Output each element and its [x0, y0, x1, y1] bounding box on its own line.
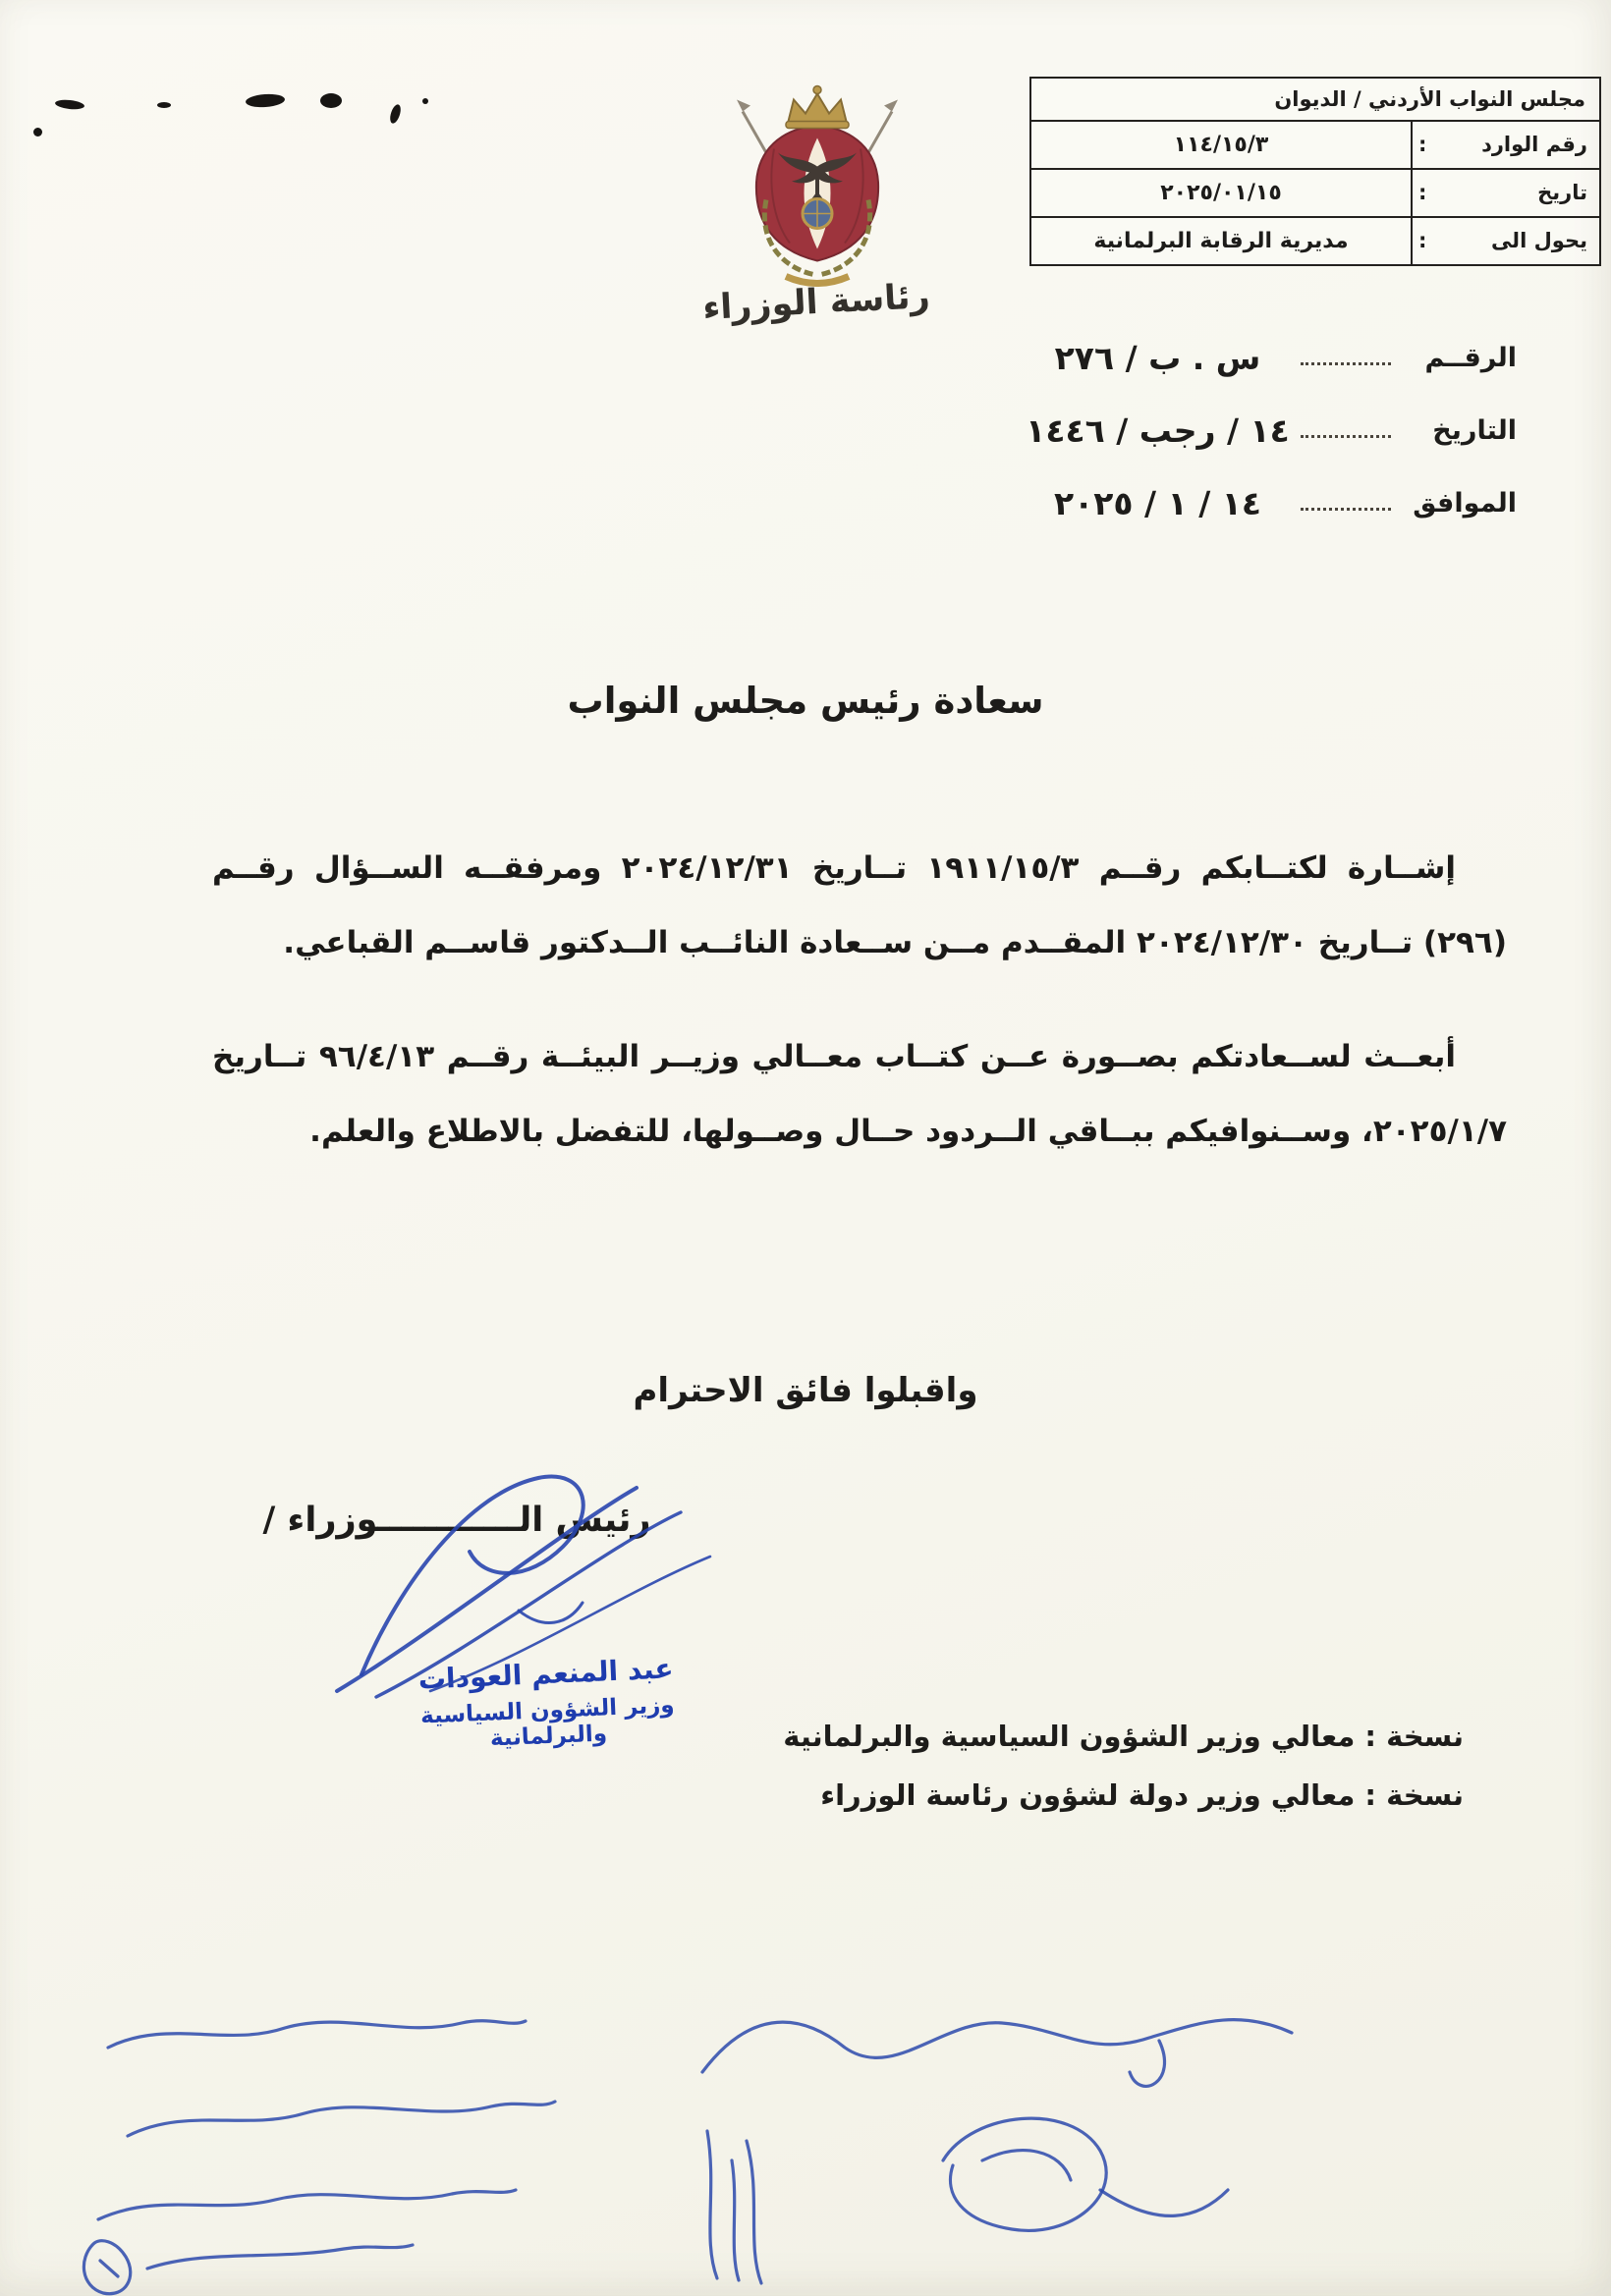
scan-artifact-mark [157, 102, 171, 108]
closing-phrase: واقبلوا فائق الاحترام [633, 1371, 978, 1410]
handwritten-annotation-center [648, 1964, 1375, 2288]
signature-title: رئيس الــــــــــــوزراء / [262, 1501, 651, 1540]
ref-row-hijri-date [1021, 399, 1517, 450]
royal-crest-emblem [729, 82, 906, 287]
stamp-label-text: يحول الى [1490, 229, 1587, 252]
stamp-value: ١١٤/١٥/٣ [1173, 133, 1269, 157]
scan-artifact-mark [33, 128, 42, 137]
dotted-leader [1301, 508, 1391, 511]
stamp-value: مديرية الرقابة البرلمانية [1093, 229, 1349, 253]
stamp-colon: : [1418, 133, 1427, 156]
scan-artifact-mark [246, 93, 286, 109]
ref-value: س . ب / ٢٧٦ [1054, 339, 1261, 377]
pm-handwritten-signature [293, 1434, 725, 1719]
salutation: سعادة رئيس مجلس النواب [567, 680, 1044, 722]
letter-body [212, 831, 1507, 1208]
stamp-label [1411, 170, 1599, 216]
reference-block [1021, 326, 1517, 544]
ref-row-gregorian-date [1021, 471, 1517, 522]
copy-note: نسخة : معالي وزير الشؤون السياسية والبرلمانية [783, 1720, 1464, 1753]
stamp-colon: : [1418, 181, 1427, 204]
scan-artifact-mark [320, 93, 342, 108]
stamp-value: ٢٠٢٥/٠١/١٥ [1160, 181, 1282, 205]
copy-note: نسخة : معالي وزير دولة لشؤون رئاسة الوزراء [820, 1778, 1464, 1812]
dotted-leader [1301, 435, 1391, 438]
ref-label: التاريخ [1432, 415, 1517, 446]
stamp-label [1411, 122, 1599, 168]
scan-artifact-mark [55, 98, 85, 110]
ref-row-number [1021, 326, 1517, 377]
dotted-leader [1301, 362, 1391, 365]
stamp-row-referred-to [1031, 218, 1599, 264]
ref-label: الموافق [1413, 488, 1517, 519]
signer-title: وزير الشؤون السياسية والبرلمانية [419, 1692, 676, 1752]
ref-value: ١٤ / رجب / ١٤٤٦ [1026, 411, 1290, 450]
scan-artifact-mark [422, 98, 428, 104]
stamp-label-text: تاريخ [1537, 181, 1587, 204]
ref-label: الرقــم [1424, 343, 1517, 373]
handwritten-annotation-left [59, 2003, 589, 2296]
stamp-row-date [1031, 170, 1599, 218]
stamp-label [1411, 218, 1599, 264]
received-stamp-box [1029, 77, 1601, 266]
copy-notes [783, 1707, 1464, 1825]
stamp-label-text: رقم الوارد [1481, 133, 1587, 156]
signer-name: عبد المنعم العودات [417, 1652, 675, 1696]
stamp-colon: : [1418, 229, 1427, 252]
paragraph-reference: إشــارة لكتــابكم رقــم ١٩١١/١٥/٣ تــاريخ ٢٠٢٤/١٢/٣١ ومرفقــه الســؤال رقــم (٢٩٦) تــاريخ ٢٠٢٤/١٢/٣٠ المقــدم مــن ســعادة النائــب الــدكتور قاســم القباعي. [212, 850, 1507, 960]
letterhead-calligraphy: رئاسة الوزراء [701, 276, 931, 329]
ref-value: ١٤ / ١ / ٢٠٢٥ [1053, 484, 1262, 522]
paragraph-reply: أبعــث لســعادتكم بصــورة عــن كتــاب معــالي وزيــر البيئــة رقــم ٩٦/٤/١٣ تــاريخ ٢٠٢٥/١/٧، وســنوافيكم ببــاقي الــردود حــال وصــولها، للتفضل بالاطلاع والعلم. [212, 1039, 1507, 1149]
scan-artifact-mark [388, 103, 403, 125]
stamp-row-incoming-number [1031, 122, 1599, 170]
stamp-header: مجلس النواب الأردني / الديوان [1031, 79, 1599, 122]
